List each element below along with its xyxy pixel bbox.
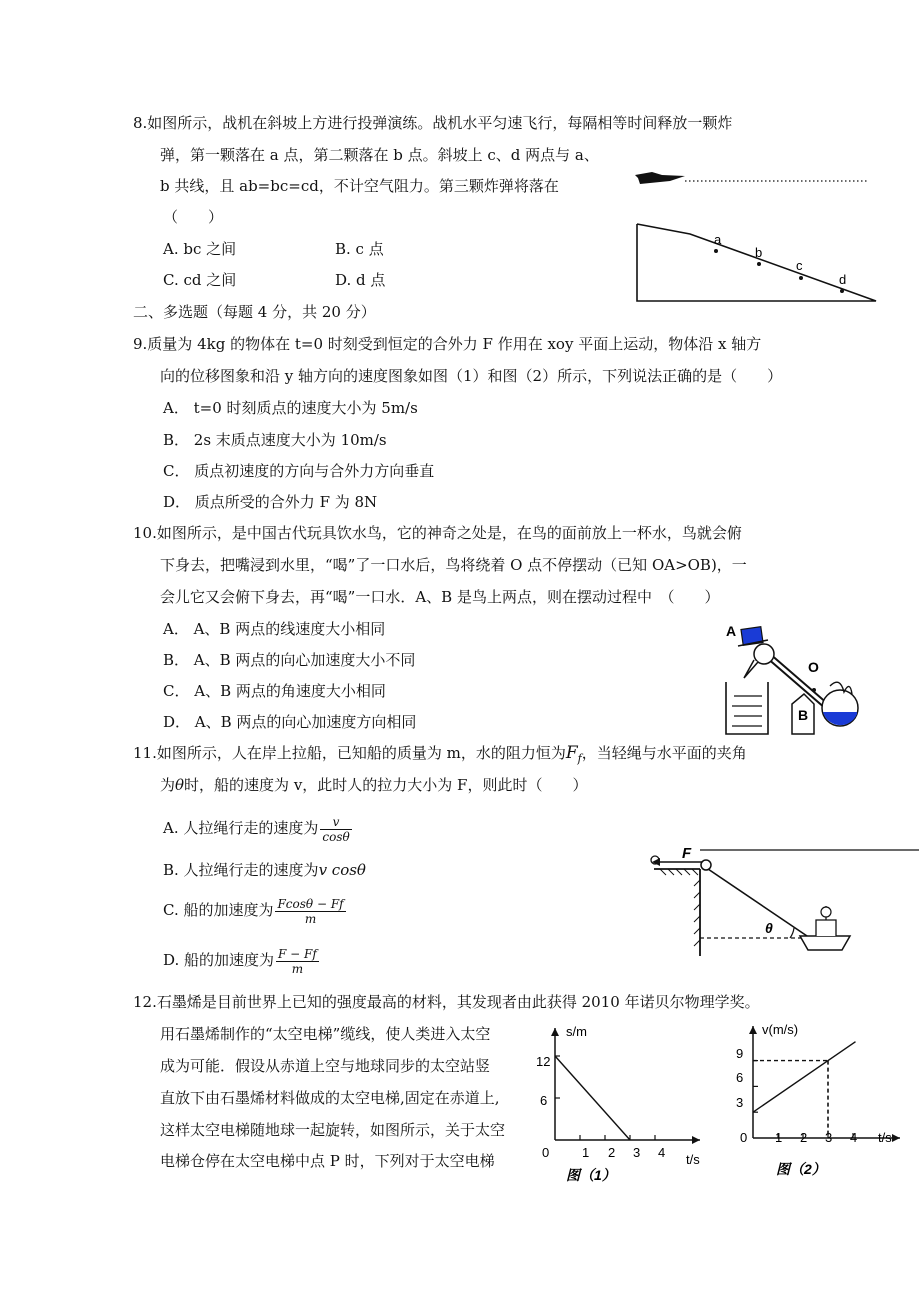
graph2-series-line	[753, 1042, 856, 1113]
graph-2-velocity	[728, 1018, 913, 1188]
jet-icon	[635, 172, 685, 184]
q8-line2: 弹，第一颗落在 a 点，第二颗落在 b 点。斜坡上 c、d 两点与 a、	[160, 146, 599, 164]
q11-option-b[interactable]: B. 人拉绳行走的速度为v cosθ	[163, 861, 366, 879]
graph1-caption: 图（1）	[566, 1167, 616, 1183]
graph2-ytick-6: 6	[736, 1070, 744, 1085]
boat-icon	[800, 936, 850, 950]
q11-option-c[interactable]: C. 船的加速度为 $\frac{Fcos\theta - Ff}{m}$	[163, 896, 344, 926]
point-a-label: a	[714, 232, 722, 247]
q10-line3: 会儿它又会俯下身去，再“喝”一口水．A、B 是鸟上两点，则在摆动过程中 （ ）	[160, 588, 720, 606]
q10-line2: 下身去，把嘴浸到水里，“喝”了一口水后，鸟将绕着 O 点不停摆动（已知 OA>OB)，一	[160, 556, 747, 574]
q8-option-a[interactable]: A. bc 之间	[163, 240, 237, 258]
graph2-xtick-2: 2	[800, 1130, 808, 1145]
q8-option-d[interactable]: D. d 点	[335, 271, 386, 289]
point-b-label: b	[755, 245, 763, 260]
q9-line2: 向的位移图象和沿 y 轴方向的速度图象如图（1）和图（2）所示，下列说法正确的是（ ）	[160, 367, 783, 385]
section-heading: 二、多选题（每题 4 分，共 20 分）	[133, 303, 376, 321]
q8-line1: 8.如图所示，战机在斜坡上方进行投弹演练。战机水平匀速飞行，每隔相等时间释放一颗炸	[133, 114, 733, 132]
q10-option-a[interactable]: A． A、B 两点的线速度大小相同	[163, 620, 386, 638]
graph2-x-label: t/s	[878, 1130, 892, 1145]
q8-line3: b 共线，且 ab=bc=cd，不计空气阻力。第三颗炸弹将落在	[160, 177, 559, 195]
q12-line1: 12.石墨烯是目前世界上已知的强度最高的材料，其发现者由此获得 2010 年诺贝尔物理学奖。	[133, 993, 760, 1011]
graph2-xtick-3: 3	[825, 1130, 833, 1145]
point-d-label: d	[839, 272, 847, 287]
q11-option-d[interactable]: D. 船的加速度为 $\frac{F - Ff}{m}$	[163, 946, 317, 976]
graph1-xtick-2: 2	[608, 1145, 616, 1160]
q11-option-a[interactable]: A. 人拉绳行走的速度为 $\frac{v}{\cos\theta}$	[163, 814, 350, 844]
graph2-xtick-4: 4	[850, 1130, 858, 1145]
q8-slope-figure	[630, 160, 890, 305]
boat-pull-figure	[640, 840, 920, 960]
point-B-label: B	[798, 707, 809, 723]
q8-option-b[interactable]: B. c 点	[335, 240, 384, 258]
graph2-ytick-3: 3	[736, 1095, 744, 1110]
q9-option-b[interactable]: B． 2s 末质点速度大小为 10m/s	[163, 431, 387, 449]
graph2-y-label: v(m/s)	[762, 1022, 799, 1037]
graph1-ytick-6: 6	[540, 1093, 548, 1108]
q8-answer-paren: （ ）	[163, 208, 224, 226]
q12-line6: 电梯仓停在太空电梯中点 P 时，下列对于太空电梯	[160, 1152, 495, 1170]
q12-line4: 直放下由石墨烯材料做成的太空电梯,固定在赤道上,	[160, 1089, 500, 1107]
point-O-label: O	[808, 659, 819, 675]
q10-option-b[interactable]: B． A、B 两点的向心加速度大小不同	[163, 651, 416, 669]
q12-line3: 成为可能．假设从赤道上空与地球同步的太空站竖	[160, 1057, 491, 1075]
force-F-label: F	[682, 845, 692, 862]
graph2-xtick-1: 1	[775, 1130, 783, 1145]
q12-line5: 这样太空电梯随地球一起旋转，如图所示，关于太空	[160, 1121, 506, 1139]
q9-line1: 9.质量为 4kg 的物体在 t=0 时刻受到恒定的合外力 F 作用在 xoy 平面上运动，物体沿 x 轴方	[133, 335, 762, 353]
drinking-bird-figure	[722, 620, 862, 738]
graph1-xtick-4: 4	[658, 1145, 666, 1160]
point-c-label: c	[796, 258, 803, 273]
q10-option-d[interactable]: D． A、B 两点的向心加速度方向相同	[163, 713, 417, 731]
graph2-xtick-0: 0	[740, 1130, 748, 1145]
graph1-ytick-12: 12	[536, 1054, 551, 1069]
slope-triangle	[637, 224, 876, 301]
graph1-series-line	[555, 1056, 630, 1140]
q9-option-a[interactable]: A． t=0 时刻质点的速度大小为 5m/s	[163, 399, 418, 417]
q11-line2: 为θ时，船的速度为 v，此时人的拉力大小为 F，则此时（ ）	[160, 776, 588, 794]
q9-option-c[interactable]: C． 质点初速度的方向与合外力方向垂直	[163, 462, 435, 480]
graph1-xtick-3: 3	[633, 1145, 641, 1160]
q12-line2: 用石墨烯制作的“太空电梯”缆线，使人类进入太空	[160, 1025, 491, 1043]
graph-1-displacement	[530, 1020, 710, 1190]
graph2-caption: 图（2）	[776, 1161, 826, 1177]
graph2-ytick-9: 9	[736, 1046, 744, 1061]
q8-option-c[interactable]: C. cd 之间	[163, 271, 237, 289]
q9-option-d[interactable]: D． 质点所受的合外力 F 为 8N	[163, 493, 378, 511]
graph1-y-label: s/m	[566, 1024, 587, 1039]
point-A-label: A	[726, 623, 737, 639]
q11-line1: 11.如图所示，人在岸上拉船，已知船的质量为 m，水的阻力恒为$F_f$，当轻绳与水平面的夹角	[133, 743, 747, 765]
angle-theta-label: θ	[765, 920, 773, 936]
graph1-x-label: t/s	[686, 1152, 700, 1167]
graph1-xtick-1: 1	[582, 1145, 590, 1160]
q10-line1: 10.如图所示，是中国古代玩具饮水鸟，它的神奇之处是，在鸟的面前放上一杯水，鸟就会俯	[133, 524, 742, 542]
graph1-xtick-0: 0	[542, 1145, 550, 1160]
q10-option-c[interactable]: C． A、B 两点的角速度大小相同	[163, 682, 386, 700]
